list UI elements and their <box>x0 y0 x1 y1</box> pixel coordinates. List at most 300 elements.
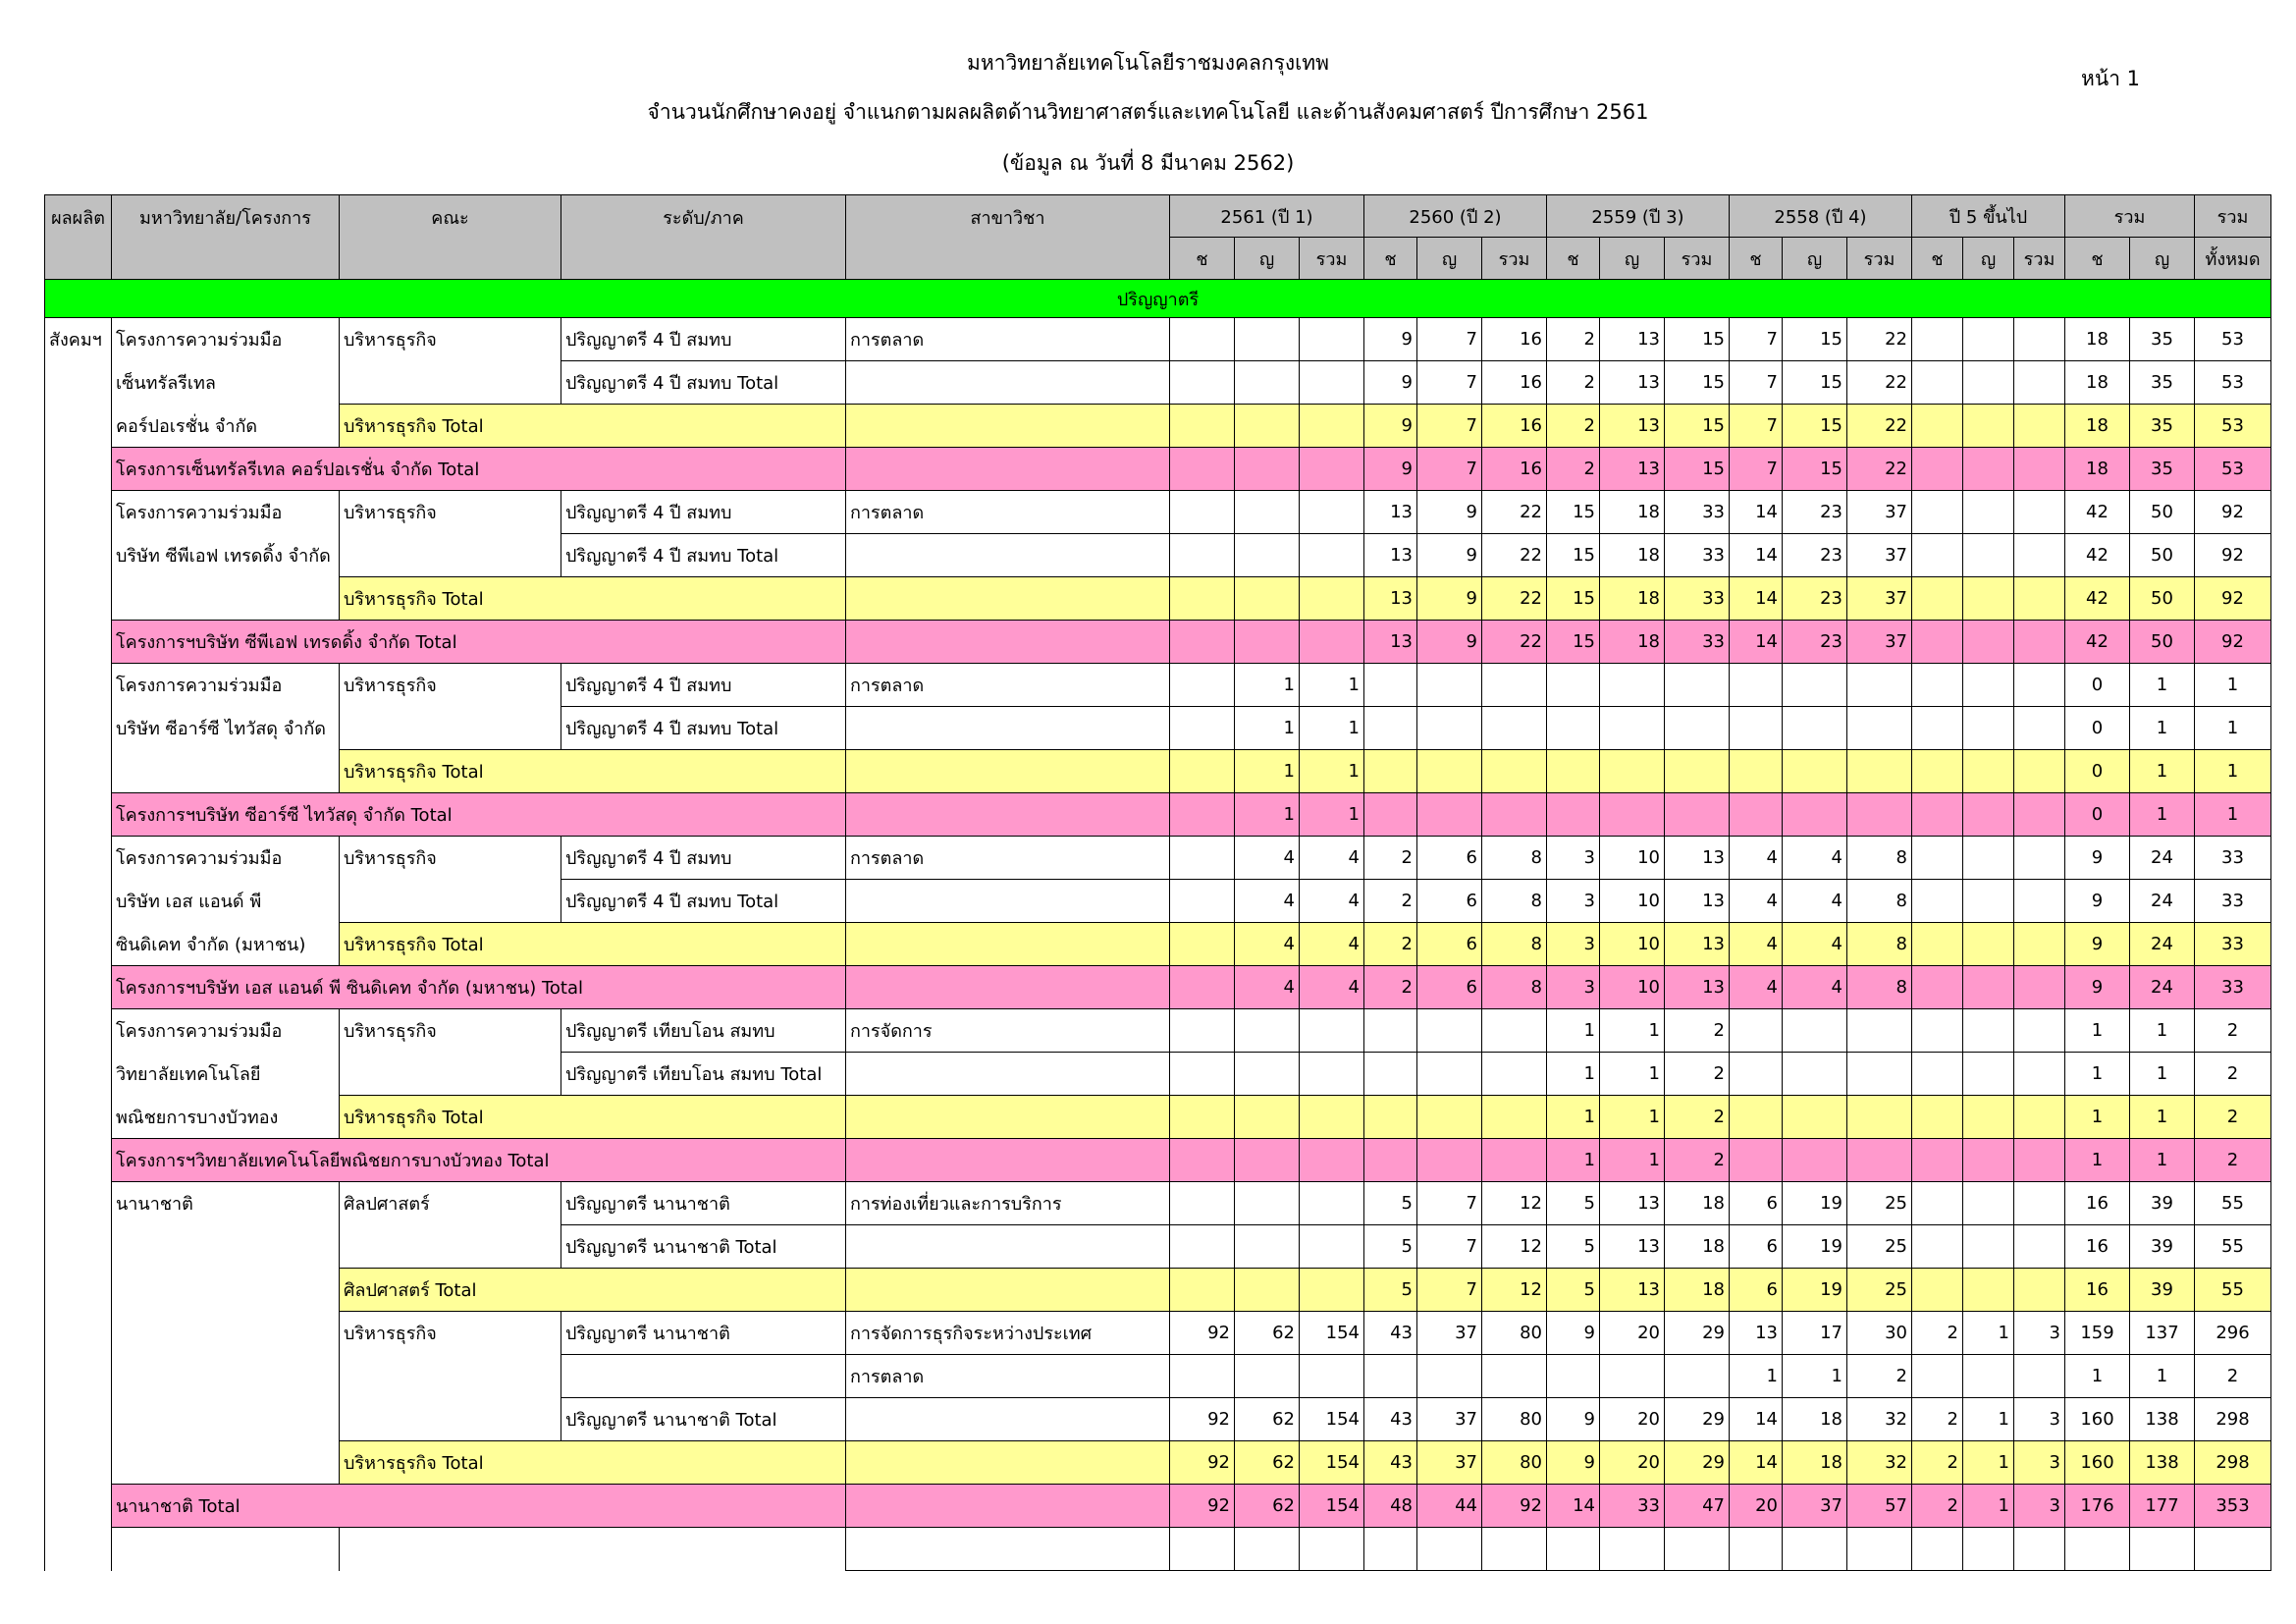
value-cell <box>1170 1269 1235 1312</box>
value-cell: 42 <box>2065 621 2130 664</box>
value-cell: 12 <box>1482 1182 1547 1225</box>
value-cell: 19 <box>1783 1269 1847 1312</box>
value-cell: 1 <box>1963 1441 2014 1485</box>
value-cell <box>1912 361 1963 405</box>
value-cell: 9 <box>1417 621 1482 664</box>
value-cell <box>1235 1225 1300 1269</box>
value-cell <box>1170 405 1235 448</box>
faculty-cell <box>340 1225 561 1269</box>
value-cell <box>1730 1139 1783 1182</box>
value-cell <box>1912 577 1963 621</box>
value-cell: 15 <box>1547 491 1600 534</box>
value-cell <box>1482 1096 1547 1139</box>
value-cell <box>2014 1053 2065 1096</box>
output-cell <box>45 923 112 966</box>
value-cell <box>1300 1009 1364 1053</box>
value-cell <box>1170 880 1235 923</box>
value-cell: 37 <box>1847 491 1912 534</box>
value-cell: 2 <box>1912 1312 1963 1355</box>
value-cell: 18 <box>1665 1182 1730 1225</box>
value-cell: 55 <box>2195 1182 2271 1225</box>
value-cell <box>1364 1096 1417 1139</box>
value-cell: 1 <box>2065 1096 2130 1139</box>
value-cell: 9 <box>1547 1312 1600 1355</box>
major-cell: การท่องเที่ยวและการบริการ <box>846 1182 1170 1225</box>
value-cell <box>1235 318 1300 361</box>
value-cell: 2 <box>1665 1139 1730 1182</box>
value-cell: 8 <box>1482 966 1547 1009</box>
value-cell: 33 <box>1665 577 1730 621</box>
value-cell: 24 <box>2130 966 2195 1009</box>
value-cell: 16 <box>1482 448 1547 491</box>
value-cell: 2 <box>1364 880 1417 923</box>
value-cell: 9 <box>1364 361 1417 405</box>
value-cell: 7 <box>1730 448 1783 491</box>
table-row <box>45 318 2271 361</box>
value-cell <box>1417 1053 1482 1096</box>
value-cell <box>1730 750 1783 793</box>
value-cell <box>2014 923 2065 966</box>
value-cell: 57 <box>1847 1485 1912 1528</box>
major-cell <box>846 577 1170 621</box>
value-cell: 22 <box>1482 491 1547 534</box>
value-cell <box>1912 793 1963 837</box>
output-cell <box>45 534 112 577</box>
value-cell: 39 <box>2130 1269 2195 1312</box>
value-cell <box>1783 1096 1847 1139</box>
value-cell: 13 <box>1665 880 1730 923</box>
university-cell: บริษัท ซีอาร์ซี ไทวัสดุ จำกัด <box>112 707 340 750</box>
col-year-group: 2561 (ปี 1) <box>1170 195 1364 238</box>
faculty-total-label: บริหารธุรกิจ Total <box>340 750 846 793</box>
value-cell: 92 <box>1170 1312 1235 1355</box>
value-cell <box>1547 750 1600 793</box>
value-cell: 22 <box>1847 405 1912 448</box>
major-cell <box>846 1096 1170 1139</box>
value-cell: 13 <box>1600 361 1665 405</box>
value-cell: 42 <box>2065 534 2130 577</box>
value-cell: 37 <box>1847 577 1912 621</box>
value-cell: 37 <box>1783 1485 1847 1528</box>
value-cell <box>1170 1139 1235 1182</box>
table-row <box>45 837 2271 880</box>
value-cell: 4 <box>1300 966 1364 1009</box>
table-row <box>45 707 2271 750</box>
value-cell <box>1912 966 1963 1009</box>
value-cell: 13 <box>1665 966 1730 1009</box>
value-cell: 22 <box>1482 534 1547 577</box>
value-cell: 17 <box>1783 1312 1847 1355</box>
major-cell <box>846 1398 1170 1441</box>
value-cell <box>1963 1139 2014 1182</box>
value-cell <box>1170 707 1235 750</box>
value-cell: 18 <box>1783 1398 1847 1441</box>
value-cell: 1 <box>1300 793 1364 837</box>
col-grand-total-sub: ทั้งหมด <box>2195 238 2271 280</box>
value-cell: 1 <box>1547 1009 1600 1053</box>
value-cell: 160 <box>2065 1441 2130 1485</box>
faculty-cell <box>340 1398 561 1441</box>
value-cell <box>1300 448 1364 491</box>
col-sub: ช <box>1547 238 1600 280</box>
value-cell <box>1847 750 1912 793</box>
value-cell <box>1364 793 1417 837</box>
value-cell: 92 <box>2195 491 2271 534</box>
table-row <box>45 1053 2271 1096</box>
value-cell: 33 <box>1665 534 1730 577</box>
col-sub: ญ <box>1783 238 1847 280</box>
major-cell <box>846 448 1170 491</box>
value-cell <box>1417 1096 1482 1139</box>
university-cell: วิทยาลัยเทคโนโลยี <box>112 1053 340 1096</box>
value-cell <box>1300 1182 1364 1225</box>
value-cell: 14 <box>1730 1441 1783 1485</box>
value-cell: 1 <box>2195 664 2271 707</box>
value-cell: 4 <box>1730 923 1783 966</box>
major-cell <box>846 1053 1170 1096</box>
value-cell <box>1912 1269 1963 1312</box>
value-cell: 7 <box>1417 1182 1482 1225</box>
university-cell <box>112 1355 340 1398</box>
value-cell <box>2014 1269 2065 1312</box>
value-cell <box>1963 966 2014 1009</box>
project-total-label: โครงการฯบริษัท ซีพีเอฟ เทรดดิ้ง จำกัด Total <box>112 621 846 664</box>
value-cell: 25 <box>1847 1269 1912 1312</box>
level-cell: ปริญญาตรี 4 ปี สมทบ <box>561 837 846 880</box>
value-cell: 9 <box>2065 837 2130 880</box>
value-cell: 16 <box>2065 1269 2130 1312</box>
level-cell: ปริญญาตรี 4 ปี สมทบ Total <box>561 707 846 750</box>
value-cell: 92 <box>1170 1398 1235 1441</box>
value-cell <box>1300 1053 1364 1096</box>
value-cell <box>1963 837 2014 880</box>
value-cell: 2 <box>1547 318 1600 361</box>
value-cell: 154 <box>1300 1485 1364 1528</box>
value-cell <box>1364 1355 1417 1398</box>
col-sub: ญ <box>1600 238 1665 280</box>
value-cell: 2 <box>1364 837 1417 880</box>
value-cell <box>2014 405 2065 448</box>
value-cell <box>1170 1009 1235 1053</box>
value-cell <box>1547 707 1600 750</box>
value-cell: 2 <box>1912 1441 1963 1485</box>
report-subtitle: จำนวนนักศึกษาคงอยู่ จำแนกตามผลผลิตด้านวิทยาศาสตร์และเทคโนโลยี และด้านสังคมศาสตร์ ปีการศึกษา 2561 <box>647 100 1649 124</box>
value-cell: 5 <box>1364 1182 1417 1225</box>
value-cell: 7 <box>1417 405 1482 448</box>
value-cell <box>1417 1009 1482 1053</box>
value-cell: 62 <box>1235 1441 1300 1485</box>
value-cell: 18 <box>2065 318 2130 361</box>
value-cell: 53 <box>2195 318 2271 361</box>
value-cell <box>1170 664 1235 707</box>
major-cell <box>846 923 1170 966</box>
report-date-note: (ข้อมูล ณ วันที่ 8 มีนาคม 2562) <box>1001 151 1295 175</box>
value-cell <box>1482 793 1547 837</box>
value-cell <box>1170 750 1235 793</box>
value-cell: 2 <box>1847 1355 1912 1398</box>
page-number: หน้า 1 <box>2081 67 2141 90</box>
value-cell: 62 <box>1235 1398 1300 1441</box>
value-cell <box>1730 1528 1783 1571</box>
value-cell: 154 <box>1300 1441 1364 1485</box>
value-cell: 37 <box>1847 621 1912 664</box>
value-cell: 6 <box>1417 923 1482 966</box>
value-cell <box>1912 621 1963 664</box>
value-cell <box>2014 664 2065 707</box>
value-cell: 32 <box>1847 1441 1912 1485</box>
value-cell: 177 <box>2130 1485 2195 1528</box>
col-year-group: 2559 (ปี 3) <box>1547 195 1730 238</box>
value-cell <box>1963 793 2014 837</box>
value-cell: 1 <box>2065 1139 2130 1182</box>
value-cell <box>1783 1053 1847 1096</box>
col-year-group: 2560 (ปี 2) <box>1364 195 1547 238</box>
value-cell: 18 <box>2065 405 2130 448</box>
output-cell <box>45 1398 112 1441</box>
value-cell <box>1963 1269 2014 1312</box>
value-cell: 16 <box>1482 405 1547 448</box>
value-cell <box>2195 1528 2271 1571</box>
value-cell: 159 <box>2065 1312 2130 1355</box>
col-sub: ช <box>1912 238 1963 280</box>
value-cell: 80 <box>1482 1441 1547 1485</box>
value-cell: 22 <box>1847 318 1912 361</box>
value-cell <box>2014 793 2065 837</box>
value-cell: 4 <box>1783 837 1847 880</box>
value-cell: 55 <box>2195 1225 2271 1269</box>
value-cell <box>1364 1053 1417 1096</box>
value-cell: 13 <box>1364 491 1417 534</box>
university-cell: เซ็นทรัลรีเทล <box>112 361 340 405</box>
value-cell: 29 <box>1665 1441 1730 1485</box>
value-cell: 1 <box>2065 1355 2130 1398</box>
table-row <box>45 1398 2271 1441</box>
value-cell: 1 <box>2065 1009 2130 1053</box>
value-cell: 13 <box>1600 318 1665 361</box>
col-sub: รวม <box>2014 238 2065 280</box>
value-cell: 4 <box>1783 966 1847 1009</box>
value-cell: 16 <box>1482 318 1547 361</box>
value-cell: 15 <box>1783 361 1847 405</box>
value-cell: 18 <box>1600 577 1665 621</box>
value-cell: 37 <box>1417 1441 1482 1485</box>
value-cell: 33 <box>2195 966 2271 1009</box>
value-cell: 9 <box>1547 1398 1600 1441</box>
output-cell <box>45 1096 112 1139</box>
value-cell: 1 <box>1547 1139 1600 1182</box>
value-cell: 10 <box>1600 966 1665 1009</box>
value-cell <box>1482 1355 1547 1398</box>
value-cell <box>1963 361 2014 405</box>
col-year-group: รวม <box>2065 195 2195 238</box>
value-cell <box>1912 1096 1963 1139</box>
value-cell <box>1600 707 1665 750</box>
value-cell: 92 <box>1482 1485 1547 1528</box>
student-table <box>44 194 2271 1571</box>
value-cell <box>1912 880 1963 923</box>
value-cell: 1 <box>2130 793 2195 837</box>
faculty-cell <box>340 534 561 577</box>
value-cell <box>1300 491 1364 534</box>
value-cell <box>1963 621 2014 664</box>
value-cell <box>1912 534 1963 577</box>
faculty-total-label: บริหารธุรกิจ Total <box>340 577 846 621</box>
value-cell <box>1847 664 1912 707</box>
university-cell: บริษัท เอส แอนด์ พี <box>112 880 340 923</box>
value-cell: 138 <box>2130 1398 2195 1441</box>
value-cell: 8 <box>1847 880 1912 923</box>
value-cell: 20 <box>1600 1398 1665 1441</box>
value-cell: 25 <box>1847 1225 1912 1269</box>
faculty-cell <box>340 1053 561 1096</box>
value-cell <box>1783 793 1847 837</box>
value-cell: 137 <box>2130 1312 2195 1355</box>
major-cell: การจัดการธุรกิจระหว่างประเทศ <box>846 1312 1170 1355</box>
value-cell: 1 <box>1300 707 1364 750</box>
value-cell <box>1783 1139 1847 1182</box>
value-cell: 4 <box>1235 880 1300 923</box>
value-cell <box>1364 1139 1417 1182</box>
value-cell: 92 <box>2195 621 2271 664</box>
value-cell <box>1482 664 1547 707</box>
value-cell: 4 <box>1300 837 1364 880</box>
value-cell <box>1847 707 1912 750</box>
value-cell: 6 <box>1417 837 1482 880</box>
value-cell: 298 <box>2195 1441 2271 1485</box>
value-cell: 19 <box>1783 1182 1847 1225</box>
value-cell <box>1364 1528 1417 1571</box>
col-sub: ญ <box>2130 238 2195 280</box>
value-cell <box>1300 534 1364 577</box>
major-cell <box>846 880 1170 923</box>
value-cell: 18 <box>1600 621 1665 664</box>
value-cell: 1 <box>2130 664 2195 707</box>
output-cell <box>45 361 112 405</box>
value-cell: 5 <box>1364 1225 1417 1269</box>
value-cell <box>1912 1225 1963 1269</box>
value-cell: 5 <box>1547 1182 1600 1225</box>
value-cell: 4 <box>1235 966 1300 1009</box>
value-cell: 23 <box>1783 621 1847 664</box>
output-cell <box>45 405 112 448</box>
value-cell <box>1170 793 1235 837</box>
value-cell <box>1963 923 2014 966</box>
value-cell <box>1235 1355 1300 1398</box>
value-cell: 1 <box>1547 1096 1600 1139</box>
value-cell <box>1300 1225 1364 1269</box>
col-sub: ญ <box>1963 238 2014 280</box>
value-cell <box>1912 1009 1963 1053</box>
university-cell: บริษัท ซีพีเอฟ เทรดดิ้ง จำกัด <box>112 534 340 577</box>
output-cell <box>45 880 112 923</box>
value-cell <box>1963 1053 2014 1096</box>
value-cell <box>2130 1528 2195 1571</box>
value-cell: 4 <box>1730 966 1783 1009</box>
value-cell <box>1235 1009 1300 1053</box>
value-cell: 18 <box>1783 1441 1847 1485</box>
value-cell: 6 <box>1730 1269 1783 1312</box>
value-cell: 35 <box>2130 448 2195 491</box>
value-cell <box>1963 405 2014 448</box>
value-cell: 13 <box>1364 621 1417 664</box>
value-cell <box>1300 318 1364 361</box>
faculty-cell <box>340 880 561 923</box>
value-cell: 80 <box>1482 1312 1547 1355</box>
value-cell <box>1300 1355 1364 1398</box>
value-cell <box>1300 1139 1364 1182</box>
faculty-cell: บริหารธุรกิจ <box>340 1312 561 1355</box>
value-cell: 4 <box>1730 880 1783 923</box>
value-cell: 13 <box>1600 405 1665 448</box>
value-cell: 8 <box>1482 837 1547 880</box>
value-cell: 14 <box>1730 621 1783 664</box>
value-cell: 1 <box>1300 750 1364 793</box>
value-cell <box>2014 880 2065 923</box>
value-cell: 8 <box>1482 880 1547 923</box>
value-cell <box>1665 750 1730 793</box>
value-cell <box>1417 1139 1482 1182</box>
output-cell <box>45 1225 112 1269</box>
value-cell <box>1170 923 1235 966</box>
university-cell <box>112 1269 340 1312</box>
value-cell <box>2014 577 2065 621</box>
col-level: ระดับ/ภาค <box>561 195 846 280</box>
col-sub: ญ <box>1417 238 1482 280</box>
value-cell <box>1665 707 1730 750</box>
value-cell <box>1600 1355 1665 1398</box>
value-cell: 92 <box>1170 1441 1235 1485</box>
value-cell: 43 <box>1364 1398 1417 1441</box>
table-row <box>45 405 2271 448</box>
value-cell: 92 <box>1170 1485 1235 1528</box>
value-cell: 50 <box>2130 491 2195 534</box>
value-cell <box>1847 1009 1912 1053</box>
value-cell: 14 <box>1547 1485 1600 1528</box>
value-cell: 55 <box>2195 1269 2271 1312</box>
value-cell: 37 <box>1417 1312 1482 1355</box>
col-year-group: 2558 (ปี 4) <box>1730 195 1912 238</box>
value-cell: 24 <box>2130 837 2195 880</box>
university-cell <box>112 1441 340 1485</box>
value-cell <box>1665 1528 1730 1571</box>
value-cell <box>2014 361 2065 405</box>
value-cell <box>1170 1053 1235 1096</box>
major-cell <box>846 1485 1170 1528</box>
value-cell: 19 <box>1783 1225 1847 1269</box>
col-sub: รวม <box>1665 238 1730 280</box>
value-cell: 48 <box>1364 1485 1417 1528</box>
table-row <box>45 793 2271 837</box>
value-cell <box>1912 1139 1963 1182</box>
output-cell <box>45 1355 112 1398</box>
value-cell <box>846 1528 1170 1571</box>
value-cell: 14 <box>1730 534 1783 577</box>
value-cell <box>1364 750 1417 793</box>
output-cell <box>45 448 112 491</box>
value-cell <box>1783 664 1847 707</box>
value-cell: 42 <box>2065 491 2130 534</box>
value-cell: 3 <box>1547 923 1600 966</box>
value-cell <box>1730 707 1783 750</box>
value-cell <box>2014 1225 2065 1269</box>
project-total-label: นานาชาติ Total <box>112 1485 846 1528</box>
value-cell: 53 <box>2195 361 2271 405</box>
value-cell: 154 <box>1300 1312 1364 1355</box>
value-cell <box>1783 750 1847 793</box>
value-cell <box>1170 318 1235 361</box>
value-cell <box>1783 1009 1847 1053</box>
university-cell: โครงการความร่วมมือ <box>112 664 340 707</box>
